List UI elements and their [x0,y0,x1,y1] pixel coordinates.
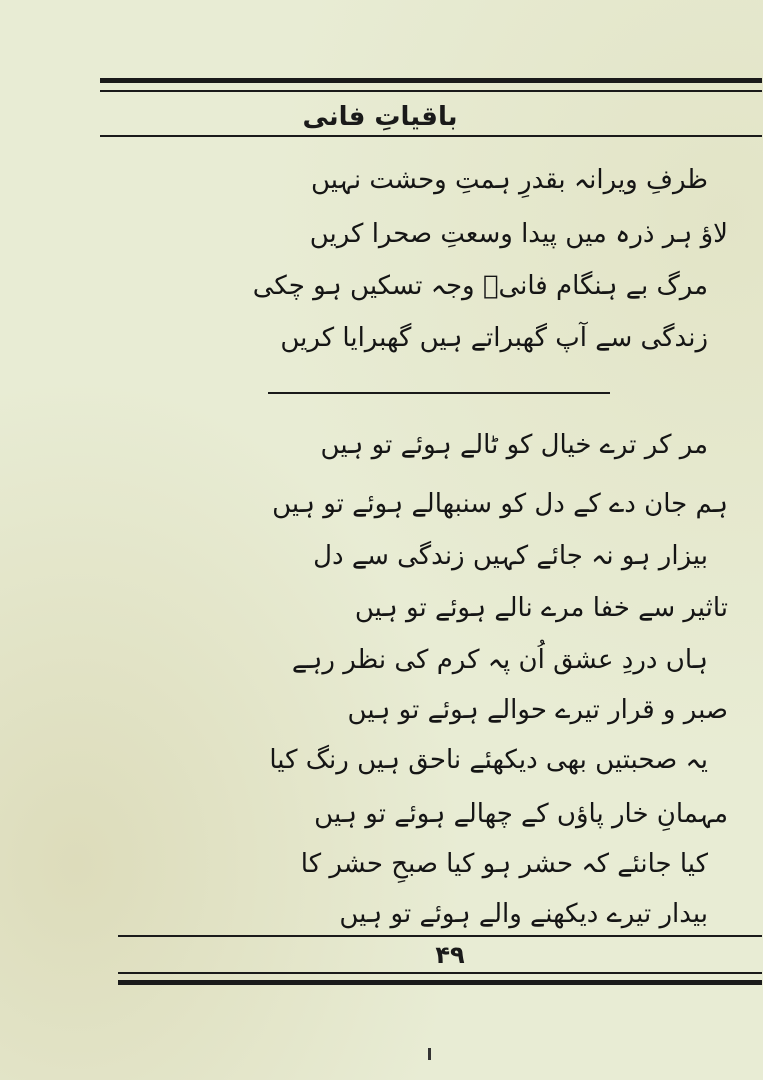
top-rule-thick [100,78,762,83]
ghazal-2-verse-2: ہم جان دے کے دل کو سنبھالے ہوئے تو ہیں [272,489,728,519]
page-header-title: باقیاتِ فانی [302,102,458,132]
header-underline [100,135,762,137]
ghazal-1-verse-3: مرگ بے ہنگام فانیؔ وجہ تسکیں ہو چکی [252,271,708,301]
print-mark [428,1048,431,1060]
ghazal-1-verse-1: ظرفِ ویرانہ بقدرِ ہمتِ وحشت نہیں [311,165,708,195]
ghazal-2-verse-7: یہ صحبتیں بھی دیکھئے ناحق ہیں رنگ کیا [269,745,708,775]
top-rule-thin [100,90,762,92]
ghazal-2-verse-4: تاثیر سے خفا مرے نالے ہوئے تو ہیں [354,593,728,623]
ghazal-2-verse-5: ہاں دردِ عشق اُن پہ کرم کی نظر رہے [291,645,708,675]
ghazal-2-verse-9: کیا جانئے کہ حشر ہو کیا صبحِ حشر کا [300,849,708,879]
ghazal-2-verse-3: بیزار ہو نہ جائے کہیں زندگی سے دل [313,541,708,571]
ghazal-1-verse-2: لاؤ ہر ذرہ میں پیدا وسعتِ صحرا کریں [309,219,728,249]
ghazal-2-verse-6: صبر و قرار تیرے حوالے ہوئے تو ہیں [347,695,728,725]
ghazal-1-verse-4: زندگی سے آپ گھبراتے ہیں گھبرایا کریں [280,323,708,353]
ghazal-2-verse-8: مہمانِ خار پاؤں کے چھالے ہوئے تو ہیں [314,799,728,829]
bottom-rule-thick [118,980,762,985]
ghazal-2-verse-1: مر کر ترے خیال کو ٹالے ہوئے تو ہیں [320,430,708,460]
bottom-rule-thin [118,935,762,937]
ghazal-2-verse-10: بیدار تیرے دیکھنے والے ہوئے تو ہیں [339,899,708,929]
section-divider [268,392,610,394]
page-number: ۴۹ [435,941,465,969]
bottom-rule-thin-2 [118,972,762,974]
